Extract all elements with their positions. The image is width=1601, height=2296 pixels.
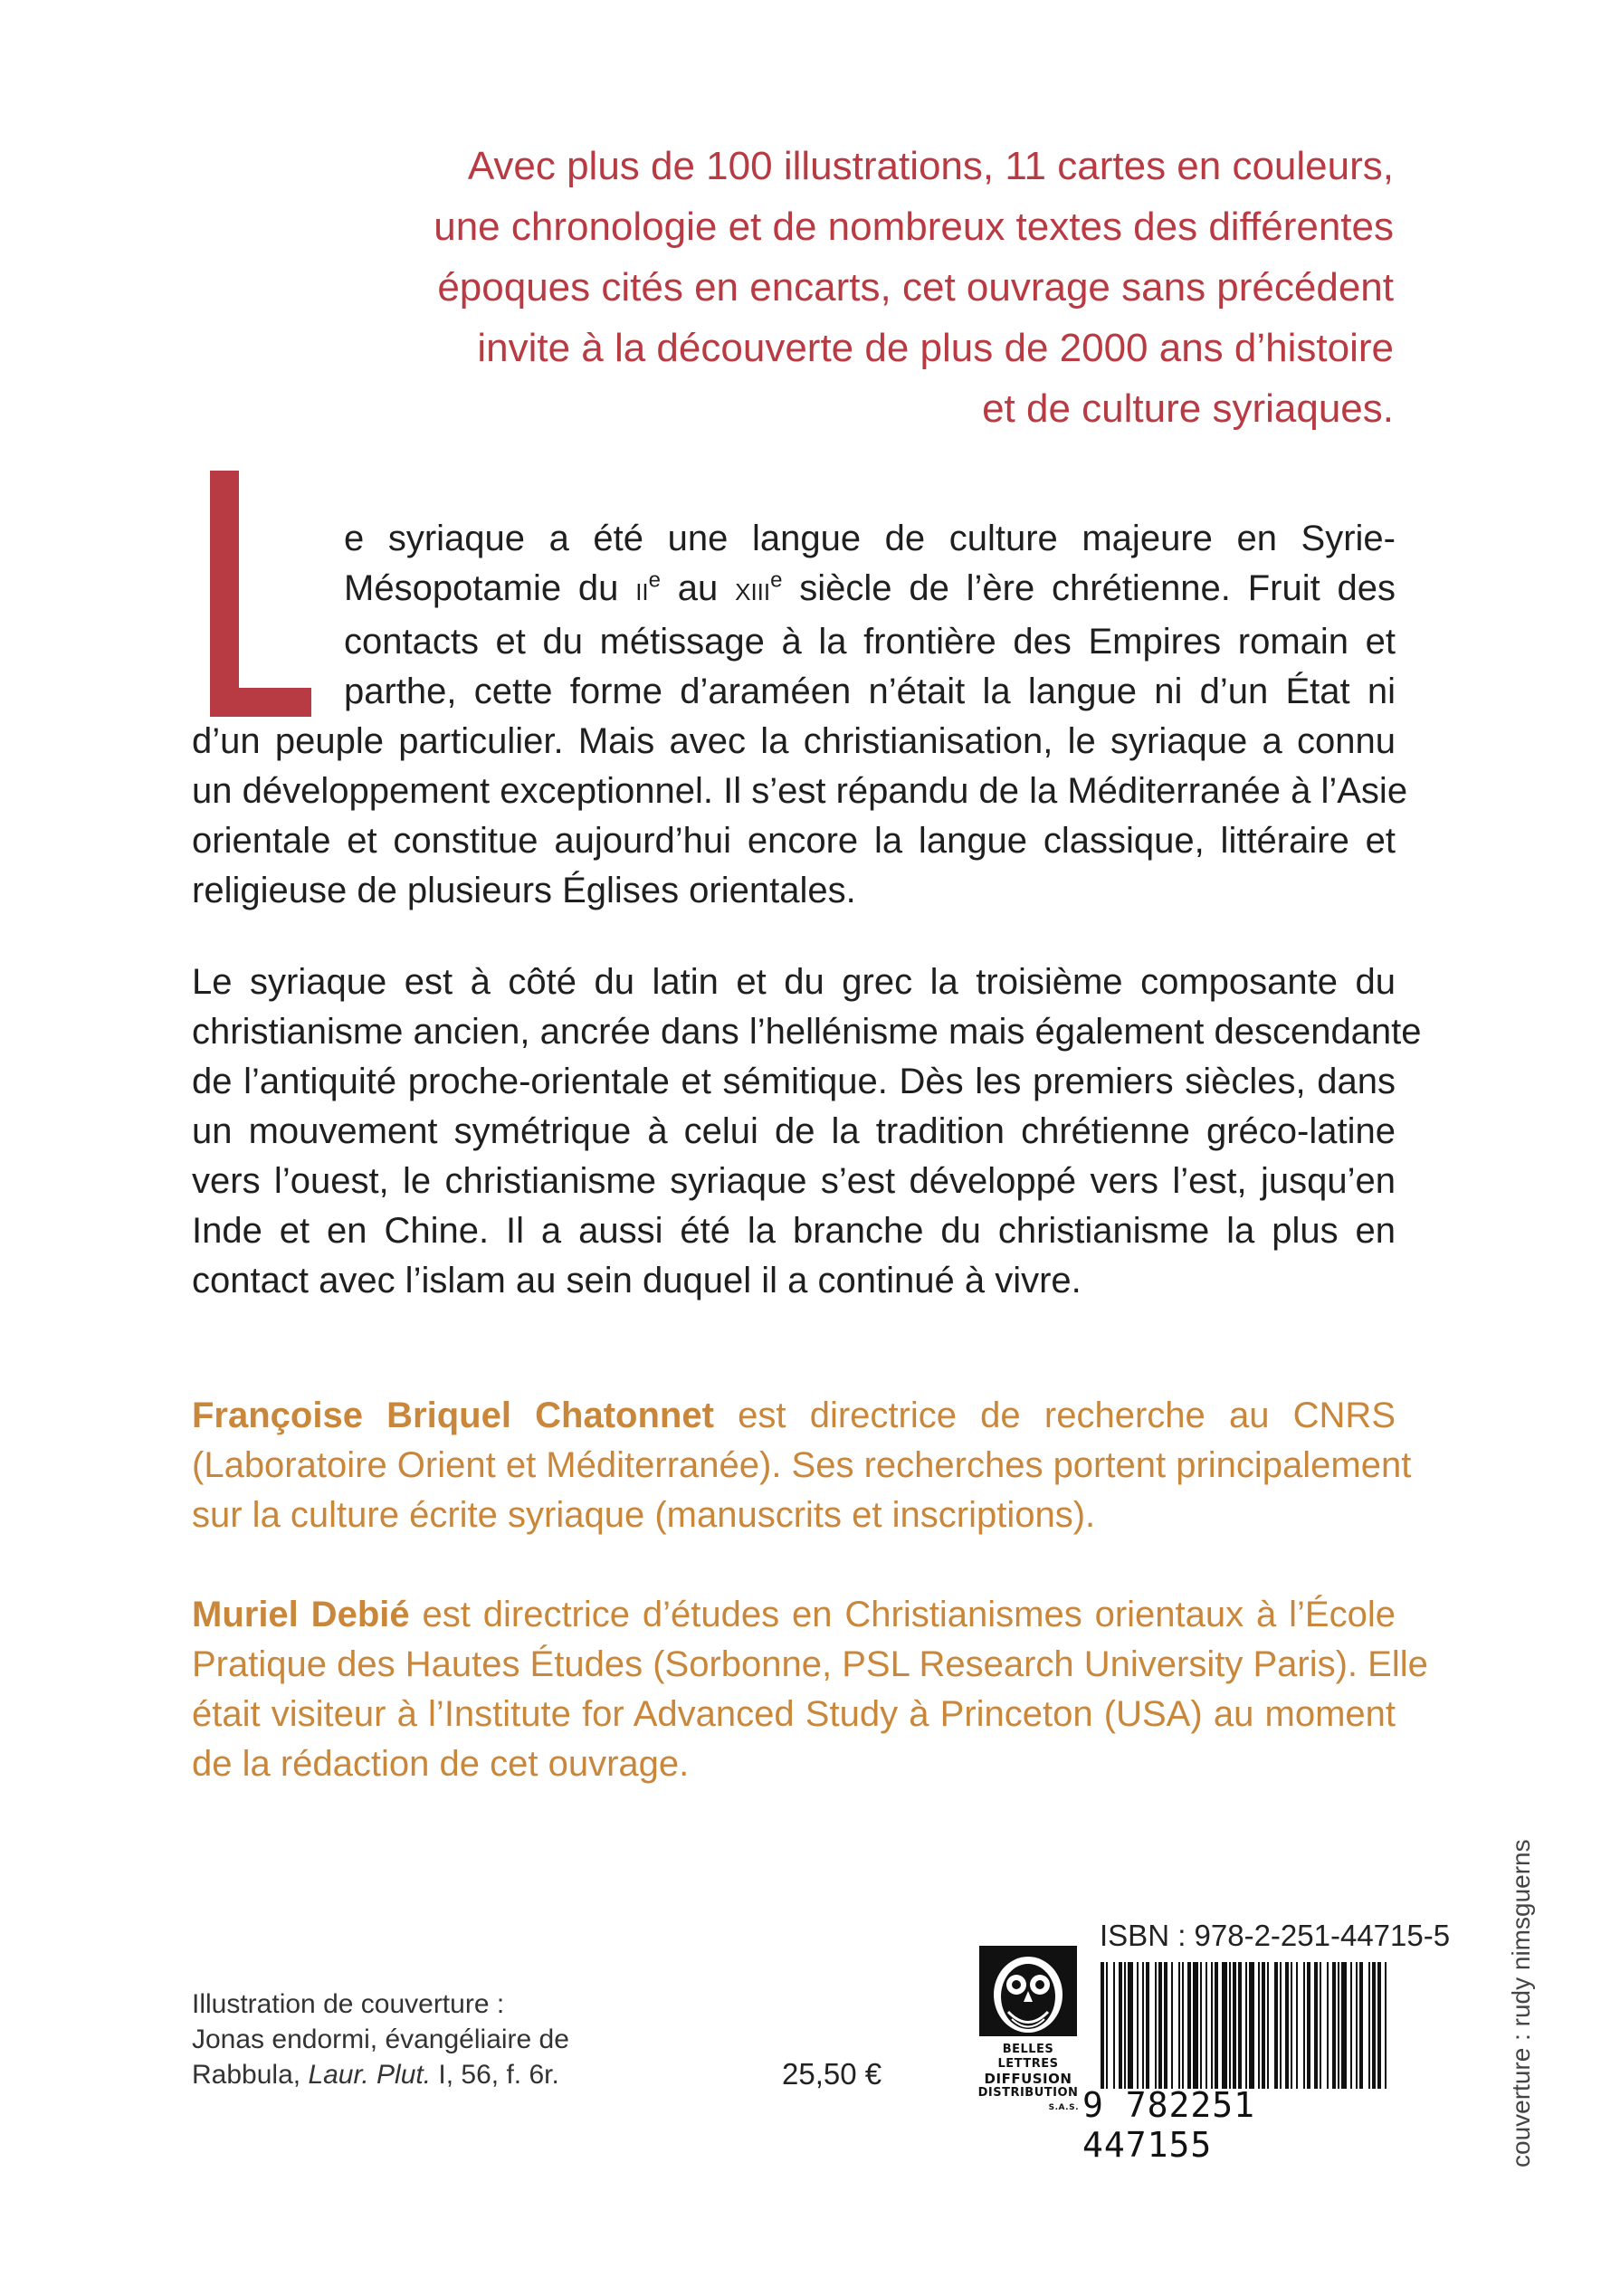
author-bio-line: Pratique des Hautes Études (Sorbonne, PSL Research University Paris). Elle <box>192 1644 1428 1684</box>
barcode-bar <box>1350 1962 1352 2089</box>
paragraph-line: parthe, cette forme d’araméen n’était la langue ni d’un État ni <box>344 672 1396 711</box>
barcode-bar <box>1171 1962 1173 2089</box>
paragraph-line: d’un peuple particulier. Mais avec la christianisation, le syriaque a connu <box>192 721 1396 761</box>
author-name: Françoise Briquel Chatonnet <box>192 1396 714 1435</box>
author-bio-2 <box>192 1590 1428 1789</box>
barcode-bar <box>1128 1962 1133 2089</box>
price: 25,50 € <box>782 2057 882 2091</box>
barcode-digits: 9 782251 447155 <box>1082 2085 1256 2165</box>
barcode-bar <box>1320 1962 1321 2089</box>
barcode-bar <box>1106 1962 1108 2089</box>
barcode-bar <box>1341 1962 1347 2089</box>
paragraph-line: Le syriaque est à côté du latin et du grec la troisième composante du <box>192 962 1396 1002</box>
barcode-bar <box>1158 1962 1162 2089</box>
author-name: Muriel Debié <box>192 1595 410 1634</box>
barcode-bar <box>1182 1962 1184 2089</box>
barcode-bar <box>1215 1962 1218 2089</box>
intro-line: et de culture syriaques. <box>982 386 1394 431</box>
barcode-bar <box>1314 1962 1318 2089</box>
paragraph-line: e syriaque a été une langue de culture majeure en Syrie- <box>344 519 1396 558</box>
barcode-bar <box>1372 1962 1376 2089</box>
barcode-bar <box>1274 1962 1278 2089</box>
author-bio-line: sur la culture écrite syriaque (manuscrits et inscriptions). <box>192 1495 1096 1535</box>
barcode-bar <box>1291 1962 1292 2089</box>
barcode-bar <box>1332 1962 1336 2089</box>
intro-line: invite à la découverte de plus de 2000 ans d’histoire <box>477 326 1394 370</box>
barcode-bar <box>1193 1962 1198 2089</box>
paragraph-line: un mouvement symétrique à celui de la tradition chrétienne gréco-latine <box>192 1111 1396 1151</box>
barcode-bar <box>1187 1962 1191 2089</box>
author-bio-line: Françoise Briquel Chatonnet est directrice de recherche au CNRS <box>192 1396 1396 1435</box>
barcode-bar <box>1137 1962 1139 2089</box>
barcode-bar <box>1245 1962 1247 2089</box>
paragraph-line: religieuse de plusieurs Églises orientales. <box>192 871 856 910</box>
barcode-bar <box>1206 1962 1207 2089</box>
barcode-bar <box>1262 1962 1265 2089</box>
author-bio-line: de la rédaction de cet ouvrage. <box>192 1744 690 1784</box>
barcode-bar <box>1296 1962 1298 2089</box>
barcode-bar <box>1280 1962 1282 2089</box>
barcode-bar <box>1285 1962 1289 2089</box>
barcode-bar <box>1101 1962 1104 2089</box>
paragraph-line: Inde et en Chine. Il a aussi été la branche du christianisme la plus en <box>192 1211 1396 1251</box>
intro-line: une chronologie et de nombreux textes des différentes <box>434 205 1394 249</box>
barcode-bar <box>1238 1962 1242 2089</box>
barcode-bar <box>1356 1962 1358 2089</box>
barcode-bar <box>1200 1962 1202 2089</box>
barcode-bar <box>1368 1962 1370 2089</box>
barcode-bar <box>1146 1962 1149 2089</box>
barcode-bar <box>1359 1962 1363 2089</box>
intro-blurb <box>308 136 1394 439</box>
barcode-bar <box>1267 1962 1269 2089</box>
barcode-bar <box>1119 1962 1122 2089</box>
paragraph-line: de l’antiquité proche-orientale et sémitique. Dès les premiers siècles, dans <box>192 1062 1396 1101</box>
author-bio-line: Muriel Debié est directrice d’études en Christianismes orientaux à l’École <box>192 1595 1396 1634</box>
barcode-bar <box>1211 1962 1213 2089</box>
paragraph-line: contact avec l’islam au sein duquel il a continué à vivre. <box>192 1261 1082 1300</box>
intro-line: époques cités en encarts, cet ouvrage sans précédent <box>437 265 1394 310</box>
barcode <box>1097 1962 1396 2093</box>
barcode-bar <box>1164 1962 1167 2089</box>
paragraph-line: un développement exceptionnel. Il s’est répandu de la Méditerranée à l’Asie <box>192 771 1408 811</box>
paragraph-2 <box>192 957 1422 1306</box>
barcode-bar <box>1249 1962 1254 2089</box>
barcode-bar <box>1233 1962 1236 2089</box>
barcode-bar <box>1124 1962 1126 2089</box>
barcode-bar <box>1142 1962 1144 2089</box>
barcode-bar <box>1113 1962 1115 2089</box>
publisher-logo-text: BELLES LETTRES DIFFUSION DISTRIBUTION S.A.S. <box>977 2043 1079 2112</box>
author-bio-line: était visiteur à l’Institute for Advanced Study à Princeton (USA) au moment <box>192 1694 1396 1734</box>
barcode-bar <box>1155 1962 1157 2089</box>
barcode-bar <box>1307 1962 1310 2089</box>
paragraph-line: vers l’ouest, le christianisme syriaque s’est développé vers l’est, jusqu’en <box>192 1161 1396 1201</box>
isbn-number: ISBN : 978-2-251-44715-5 <box>1100 1919 1451 1952</box>
paragraph-line: christianisme ancien, ancrée dans l’hellénisme mais également descendante <box>192 1012 1422 1052</box>
barcode-bar <box>1385 1962 1387 2089</box>
barcode-bar <box>1377 1962 1381 2089</box>
barcode-bar <box>1303 1962 1305 2089</box>
paragraph-1 <box>192 514 1408 916</box>
barcode-bar <box>1222 1962 1227 2089</box>
paragraph-line: contacts et du métissage à la frontière des Empires romain et <box>344 622 1396 662</box>
barcode-bar <box>1229 1962 1231 2089</box>
cover-credit: couverture : rudy nimsguerns <box>1507 1839 1535 2167</box>
paragraph-line: Mésopotamie du IIe au XIIIe siècle de l’ère chrétienne. Fruit des <box>344 567 1396 608</box>
barcode-bar <box>1178 1962 1180 2089</box>
intro-line: Avec plus de 100 illustrations, 11 cartes en couleurs, <box>467 144 1394 188</box>
barcode-bar <box>1338 1962 1339 2089</box>
author-bio-line: (Laboratoire Orient et Méditerranée). Ses recherches portent principalement <box>192 1445 1412 1485</box>
barcode-bar <box>1258 1962 1260 2089</box>
paragraph-line: orientale et constitue aujourd’hui encore la langue classique, littéraire et <box>192 821 1396 861</box>
barcode-bar <box>1327 1962 1329 2089</box>
author-bio-1 <box>192 1391 1412 1540</box>
cover-illustration-caption: Illustration de couverture : Jonas endormi, évangéliaire de Rabbula, Laur. Plut. I, 56, f. 6r. <box>192 1989 569 2090</box>
